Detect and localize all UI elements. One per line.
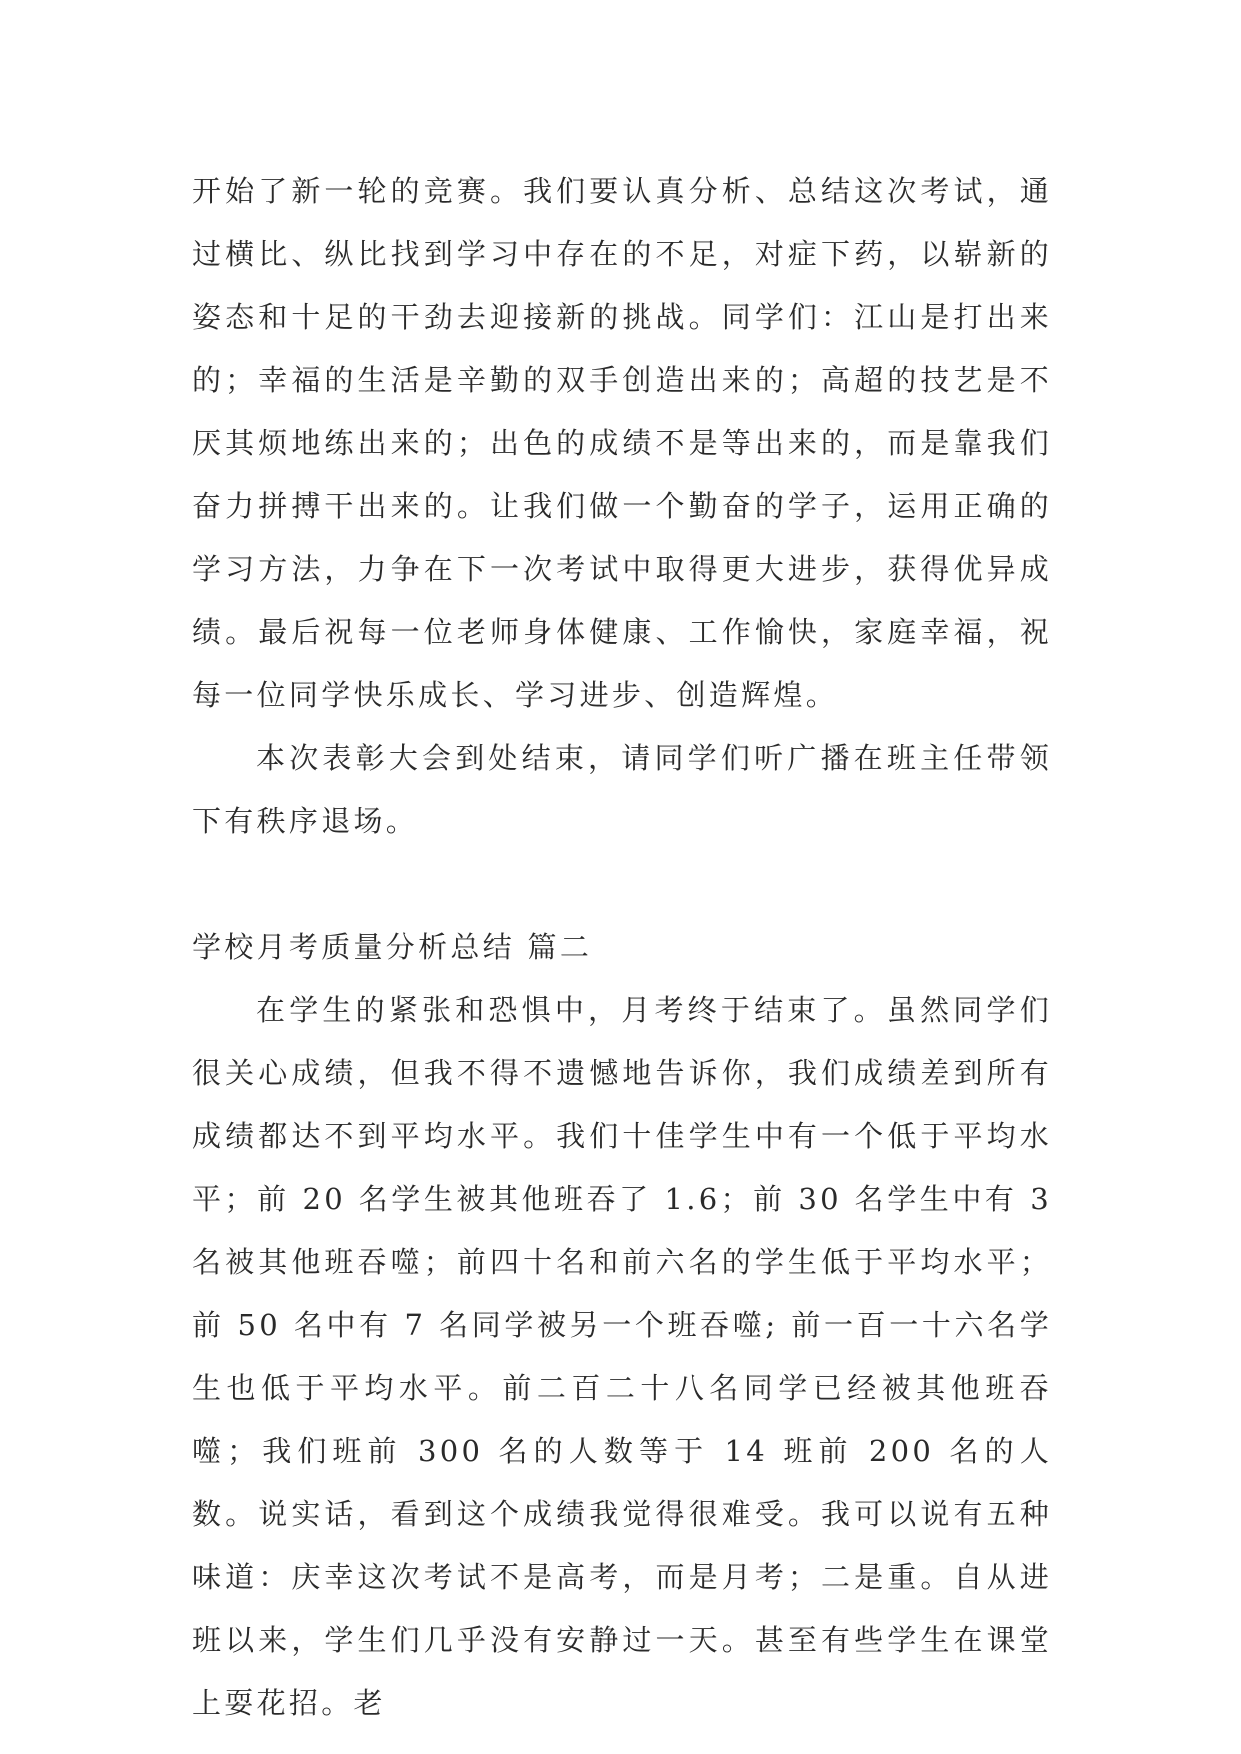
paragraph-closing: 本次表彰大会到处结束，请同学们听广播在班主任带领下有秩序退场。 [192, 741, 1052, 838]
paragraph-continuation: 开始了新一轮的竞赛。我们要认真分析、总结这次考试，通过横比、纵比找到学习中存在的不足，对症下药，以崭新的姿态和十足的干劲去迎接新的挑战。同学们：江山是打出来的；幸福的生活是辛勤的双手创造出来的；高超的技艺是不厌其烦地练出来的；出色的成绩不是等出来的，而是靠我们奋力拼搏干出来的。让我们做一个勤奋的学子，运用正确的学习方法，力争在下一次考试中取得更大进步，获得优异成绩。最后祝每一位老师身体健康、工作愉快，家庭幸福，祝每一位同学快乐成长、学习进步、创造辉煌。 [192, 174, 1052, 712]
document-body [192, 160, 1052, 1735]
section-gap [192, 853, 1052, 916]
paragraph-analysis: 在学生的紧张和恐惧中，月考终于结束了。虽然同学们很关心成绩，但我不得不遗憾地告诉你，我们成绩差到所有成绩都达不到平均水平。我们十佳学生中有一个低于平均水平；前 20 名学生被其他班吞了 1.6；前 30 名学生中有 3 名被其他班吞噬；前四十名和前六名的学生低于平均水平；前 50 名中有 7 名同学被另一个班吞噬; 前一百一十六名学生也低于平均水平。前二百二十八名同学已经被其他班吞噬；我们班前 300 名的人数等于 14 班前 200 名的人数。说实话，看到这个成绩我觉得很难受。我可以说有五种味道：庆幸这次考试不是高考，而是月考；二是重。自从进班以来，学生们几乎没有安静过一天。甚至有些学生在课堂上耍花招。老 [192, 993, 1052, 1720]
section-title: 学校月考质量分析总结 篇二 [192, 930, 593, 964]
